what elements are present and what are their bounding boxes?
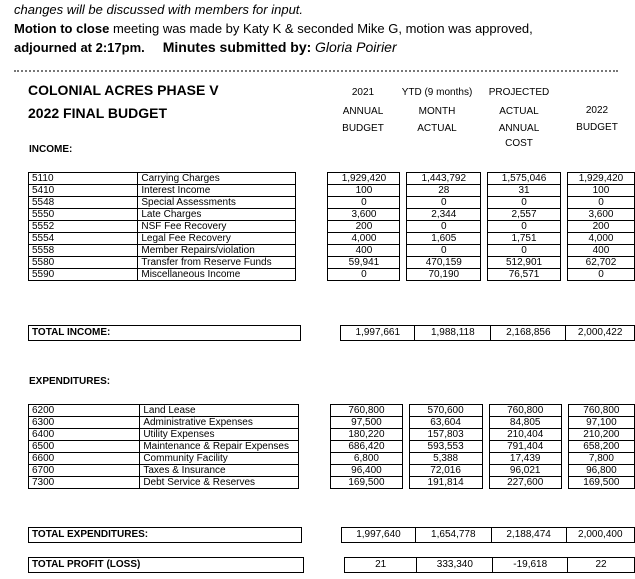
column-gap bbox=[296, 185, 328, 197]
amount-cell: 28 bbox=[407, 185, 481, 197]
account-description: NSF Fee Recovery bbox=[138, 221, 296, 233]
total-income-2021: 1,997,661 bbox=[341, 326, 415, 341]
column-gap bbox=[482, 453, 489, 465]
amount-cell: 400 bbox=[328, 245, 400, 257]
col1-line2: ANNUAL bbox=[342, 106, 384, 117]
amount-cell: 658,200 bbox=[568, 441, 634, 453]
column-gap bbox=[402, 417, 409, 429]
column-gap bbox=[560, 245, 567, 257]
column-gap bbox=[560, 257, 567, 269]
amount-cell: 1,929,420 bbox=[567, 173, 634, 185]
column-gap bbox=[561, 465, 568, 477]
col-header-projected bbox=[474, 87, 564, 149]
account-description: Land Lease bbox=[140, 405, 298, 417]
amount-cell: 0 bbox=[407, 245, 481, 257]
column-gap bbox=[400, 245, 407, 257]
column-gap bbox=[296, 221, 328, 233]
column-gap bbox=[296, 245, 328, 257]
amount-cell: 4,000 bbox=[328, 233, 400, 245]
col1-line1: 2021 bbox=[351, 87, 375, 98]
column-gap bbox=[481, 185, 488, 197]
column-gap bbox=[298, 417, 331, 429]
column-gap bbox=[481, 257, 488, 269]
intro-line-2 bbox=[14, 21, 533, 36]
expenditure-row bbox=[29, 441, 635, 453]
amount-cell: 570,600 bbox=[409, 405, 482, 417]
amount-cell: 2,557 bbox=[488, 209, 561, 221]
column-gap bbox=[482, 417, 489, 429]
income-row bbox=[29, 185, 635, 197]
total-income-ytd: 1,988,118 bbox=[415, 326, 491, 341]
income-row bbox=[29, 269, 635, 281]
account-description: Maintenance & Repair Expenses bbox=[140, 441, 298, 453]
column-gap bbox=[481, 209, 488, 221]
total-exp-2021: 1,997,640 bbox=[341, 528, 415, 543]
column-gap bbox=[400, 233, 407, 245]
account-description: Administrative Expenses bbox=[140, 417, 298, 429]
account-description: Interest Income bbox=[138, 185, 296, 197]
column-gap bbox=[482, 429, 489, 441]
amount-cell: 169,500 bbox=[568, 477, 634, 489]
column-gap bbox=[402, 465, 409, 477]
motion-label: Motion to close bbox=[14, 21, 110, 36]
amount-cell: 96,021 bbox=[489, 465, 561, 477]
col-header-2022 bbox=[552, 105, 635, 133]
amount-cell: 157,803 bbox=[409, 429, 482, 441]
column-gap bbox=[298, 465, 331, 477]
column-gap bbox=[400, 197, 407, 209]
account-description: Carrying Charges bbox=[138, 173, 296, 185]
motion-text: meeting was made by Katy K & seconded Mike G, motion was approved, bbox=[109, 21, 533, 36]
budget-subtitle: 2022 FINAL BUDGET bbox=[28, 105, 167, 121]
column-gap bbox=[298, 429, 331, 441]
column-gap bbox=[561, 405, 568, 417]
amount-cell: 512,901 bbox=[488, 257, 561, 269]
column-gap bbox=[400, 221, 407, 233]
account-code: 6300 bbox=[29, 417, 140, 429]
total-exp-projected: 2,188,474 bbox=[491, 528, 566, 543]
column-gap bbox=[561, 453, 568, 465]
amount-cell: 76,571 bbox=[488, 269, 561, 281]
amount-cell: 1,751 bbox=[488, 233, 561, 245]
col4-line2: BUDGET bbox=[576, 122, 618, 133]
column-gap bbox=[482, 465, 489, 477]
amount-cell: 3,600 bbox=[328, 209, 400, 221]
total-profit-row bbox=[28, 557, 635, 573]
expenditure-row bbox=[29, 429, 635, 441]
amount-cell: 760,800 bbox=[331, 405, 402, 417]
amount-cell: 227,600 bbox=[489, 477, 561, 489]
col1-line3: BUDGET bbox=[342, 123, 384, 134]
amount-cell: 400 bbox=[567, 245, 634, 257]
amount-cell: 0 bbox=[567, 197, 634, 209]
column-gap bbox=[561, 429, 568, 441]
account-description: Taxes & Insurance bbox=[140, 465, 298, 477]
column-gap bbox=[298, 441, 331, 453]
account-code: 6400 bbox=[29, 429, 140, 441]
total-exp-ytd: 1,654,778 bbox=[415, 528, 491, 543]
account-description: Member Repairs/violation bbox=[138, 245, 296, 257]
intro-line-3 bbox=[14, 39, 397, 55]
column-gap bbox=[402, 477, 409, 489]
column-gap bbox=[296, 269, 328, 281]
total-expenditures-label: TOTAL EXPENDITURES: bbox=[29, 528, 302, 543]
column-gap bbox=[400, 185, 407, 197]
col2-line3: ACTUAL bbox=[417, 123, 457, 134]
column-gap bbox=[400, 173, 407, 185]
amount-cell: 6,800 bbox=[331, 453, 402, 465]
column-gap bbox=[400, 269, 407, 281]
adjourned-text: adjourned at 2:17pm. bbox=[14, 40, 145, 55]
amount-cell: 791,404 bbox=[489, 441, 561, 453]
amount-cell: 0 bbox=[407, 197, 481, 209]
amount-cell: 59,941 bbox=[328, 257, 400, 269]
amount-cell: 84,805 bbox=[489, 417, 561, 429]
income-row bbox=[29, 209, 635, 221]
account-code: 5554 bbox=[29, 233, 138, 245]
divider bbox=[14, 70, 618, 72]
amount-cell: 0 bbox=[488, 197, 561, 209]
expenditures-section-label: EXPENDITURES: bbox=[29, 376, 111, 387]
income-row bbox=[29, 257, 635, 269]
column-gap bbox=[298, 477, 331, 489]
amount-cell: 1,575,046 bbox=[488, 173, 561, 185]
income-row bbox=[29, 221, 635, 233]
column-gap bbox=[560, 221, 567, 233]
profit-2022: 22 bbox=[568, 558, 635, 573]
column-gap bbox=[400, 209, 407, 221]
column-gap bbox=[298, 453, 331, 465]
col3-line4: COST bbox=[505, 138, 533, 149]
column-gap bbox=[298, 405, 331, 417]
amount-cell: 62,702 bbox=[567, 257, 634, 269]
col4-line1: 2022 bbox=[585, 105, 609, 116]
total-income-label: TOTAL INCOME: bbox=[29, 326, 301, 341]
amount-cell: 17,439 bbox=[489, 453, 561, 465]
amount-cell: 70,190 bbox=[407, 269, 481, 281]
column-gap bbox=[560, 233, 567, 245]
expenditure-row bbox=[29, 405, 635, 417]
amount-cell: 2,344 bbox=[407, 209, 481, 221]
income-table bbox=[28, 172, 635, 281]
amount-cell: 97,100 bbox=[568, 417, 634, 429]
column-gap bbox=[402, 405, 409, 417]
amount-cell: 470,159 bbox=[407, 257, 481, 269]
total-profit-label: TOTAL PROFIT (LOSS) bbox=[29, 558, 304, 573]
amount-cell: 3,600 bbox=[567, 209, 634, 221]
amount-cell: 200 bbox=[567, 221, 634, 233]
column-gap bbox=[481, 245, 488, 257]
amount-cell: 97,500 bbox=[331, 417, 402, 429]
column-gap bbox=[561, 477, 568, 489]
amount-cell: 100 bbox=[328, 185, 400, 197]
amount-cell: 31 bbox=[488, 185, 561, 197]
column-gap bbox=[481, 173, 488, 185]
col-header-ytd bbox=[392, 87, 482, 134]
amount-cell: 5,388 bbox=[409, 453, 482, 465]
amount-cell: 63,604 bbox=[409, 417, 482, 429]
submitted-label: Minutes submitted by: bbox=[162, 39, 312, 55]
account-code: 5110 bbox=[29, 173, 138, 185]
account-description: Late Charges bbox=[138, 209, 296, 221]
amount-cell: 0 bbox=[407, 221, 481, 233]
expenditure-row bbox=[29, 477, 635, 489]
expenditures-table bbox=[28, 404, 635, 489]
column-gap bbox=[561, 441, 568, 453]
total-income-2022: 2,000,422 bbox=[566, 326, 635, 341]
amount-cell: 100 bbox=[567, 185, 634, 197]
amount-cell: 4,000 bbox=[567, 233, 634, 245]
column-gap bbox=[402, 429, 409, 441]
account-code: 5558 bbox=[29, 245, 138, 257]
expenditure-row bbox=[29, 417, 635, 429]
column-gap bbox=[296, 173, 328, 185]
amount-cell: 0 bbox=[488, 245, 561, 257]
income-section-label: INCOME: bbox=[29, 144, 73, 155]
amount-cell: 593,553 bbox=[409, 441, 482, 453]
column-gap bbox=[400, 257, 407, 269]
col3-line1: PROJECTED bbox=[488, 87, 550, 98]
account-description: Legal Fee Recovery bbox=[138, 233, 296, 245]
column-gap bbox=[560, 185, 567, 197]
column-gap bbox=[560, 209, 567, 221]
account-description: Community Facility bbox=[140, 453, 298, 465]
account-description: Transfer from Reserve Funds bbox=[138, 257, 296, 269]
account-description: Debt Service & Reserves bbox=[140, 477, 298, 489]
amount-cell: 0 bbox=[488, 221, 561, 233]
col3-line2: ACTUAL bbox=[499, 106, 539, 117]
intro-line-1: changes will be discussed with members for input. bbox=[14, 2, 304, 17]
total-expenditures-row bbox=[28, 527, 635, 543]
account-code: 6200 bbox=[29, 405, 140, 417]
account-code: 6600 bbox=[29, 453, 140, 465]
amount-cell: 191,814 bbox=[409, 477, 482, 489]
amount-cell: 1,605 bbox=[407, 233, 481, 245]
column-gap bbox=[481, 221, 488, 233]
amount-cell: 169,500 bbox=[331, 477, 402, 489]
expenditure-row bbox=[29, 453, 635, 465]
profit-projected: -19,618 bbox=[493, 558, 568, 573]
column-gap bbox=[402, 441, 409, 453]
account-code: 6700 bbox=[29, 465, 140, 477]
column-gap bbox=[560, 269, 567, 281]
profit-ytd: 333,340 bbox=[417, 558, 493, 573]
amount-cell: 1,443,792 bbox=[407, 173, 481, 185]
account-code: 5410 bbox=[29, 185, 138, 197]
column-gap bbox=[482, 441, 489, 453]
col3-line3: ANNUAL bbox=[498, 123, 540, 134]
column-gap bbox=[296, 233, 328, 245]
profit-2021: 21 bbox=[344, 558, 417, 573]
account-description: Utility Expenses bbox=[140, 429, 298, 441]
income-row bbox=[29, 233, 635, 245]
amount-cell: 1,929,420 bbox=[328, 173, 400, 185]
income-row bbox=[29, 173, 635, 185]
amount-cell: 0 bbox=[567, 269, 634, 281]
amount-cell: 7,800 bbox=[568, 453, 634, 465]
amount-cell: 760,800 bbox=[489, 405, 561, 417]
account-code: 6500 bbox=[29, 441, 140, 453]
col2-line1: YTD (9 months) bbox=[401, 87, 473, 98]
amount-cell: 72,016 bbox=[409, 465, 482, 477]
column-gap bbox=[296, 209, 328, 221]
col2-line2: MONTH bbox=[418, 106, 456, 117]
column-gap bbox=[561, 417, 568, 429]
account-code: 5548 bbox=[29, 197, 138, 209]
account-code: 7300 bbox=[29, 477, 140, 489]
account-code: 5552 bbox=[29, 221, 138, 233]
column-gap bbox=[481, 269, 488, 281]
account-code: 5580 bbox=[29, 257, 138, 269]
budget-title: COLONIAL ACRES PHASE V bbox=[28, 82, 219, 98]
amount-cell: 180,220 bbox=[331, 429, 402, 441]
amount-cell: 686,420 bbox=[331, 441, 402, 453]
expenditure-row bbox=[29, 465, 635, 477]
amount-cell: 760,800 bbox=[568, 405, 634, 417]
column-gap bbox=[296, 257, 328, 269]
column-gap bbox=[481, 197, 488, 209]
amount-cell: 96,400 bbox=[331, 465, 402, 477]
column-gap bbox=[560, 173, 567, 185]
amount-cell: 200 bbox=[328, 221, 400, 233]
column-gap bbox=[482, 477, 489, 489]
account-code: 5550 bbox=[29, 209, 138, 221]
account-code: 5590 bbox=[29, 269, 138, 281]
account-description: Miscellaneous Income bbox=[138, 269, 296, 281]
column-gap bbox=[482, 405, 489, 417]
total-exp-2022: 2,000,400 bbox=[566, 528, 634, 543]
column-gap bbox=[402, 453, 409, 465]
amount-cell: 210,200 bbox=[568, 429, 634, 441]
income-row bbox=[29, 245, 635, 257]
amount-cell: 0 bbox=[328, 197, 400, 209]
total-income-row bbox=[28, 325, 635, 341]
amount-cell: 0 bbox=[328, 269, 400, 281]
income-row bbox=[29, 197, 635, 209]
column-gap bbox=[481, 233, 488, 245]
submitted-name: Gloria Poirier bbox=[314, 39, 397, 55]
amount-cell: 96,800 bbox=[568, 465, 634, 477]
account-description: Special Assessments bbox=[138, 197, 296, 209]
total-income-projected: 2,168,856 bbox=[491, 326, 566, 341]
amount-cell: 210,404 bbox=[489, 429, 561, 441]
column-gap bbox=[560, 197, 567, 209]
column-gap bbox=[296, 197, 328, 209]
